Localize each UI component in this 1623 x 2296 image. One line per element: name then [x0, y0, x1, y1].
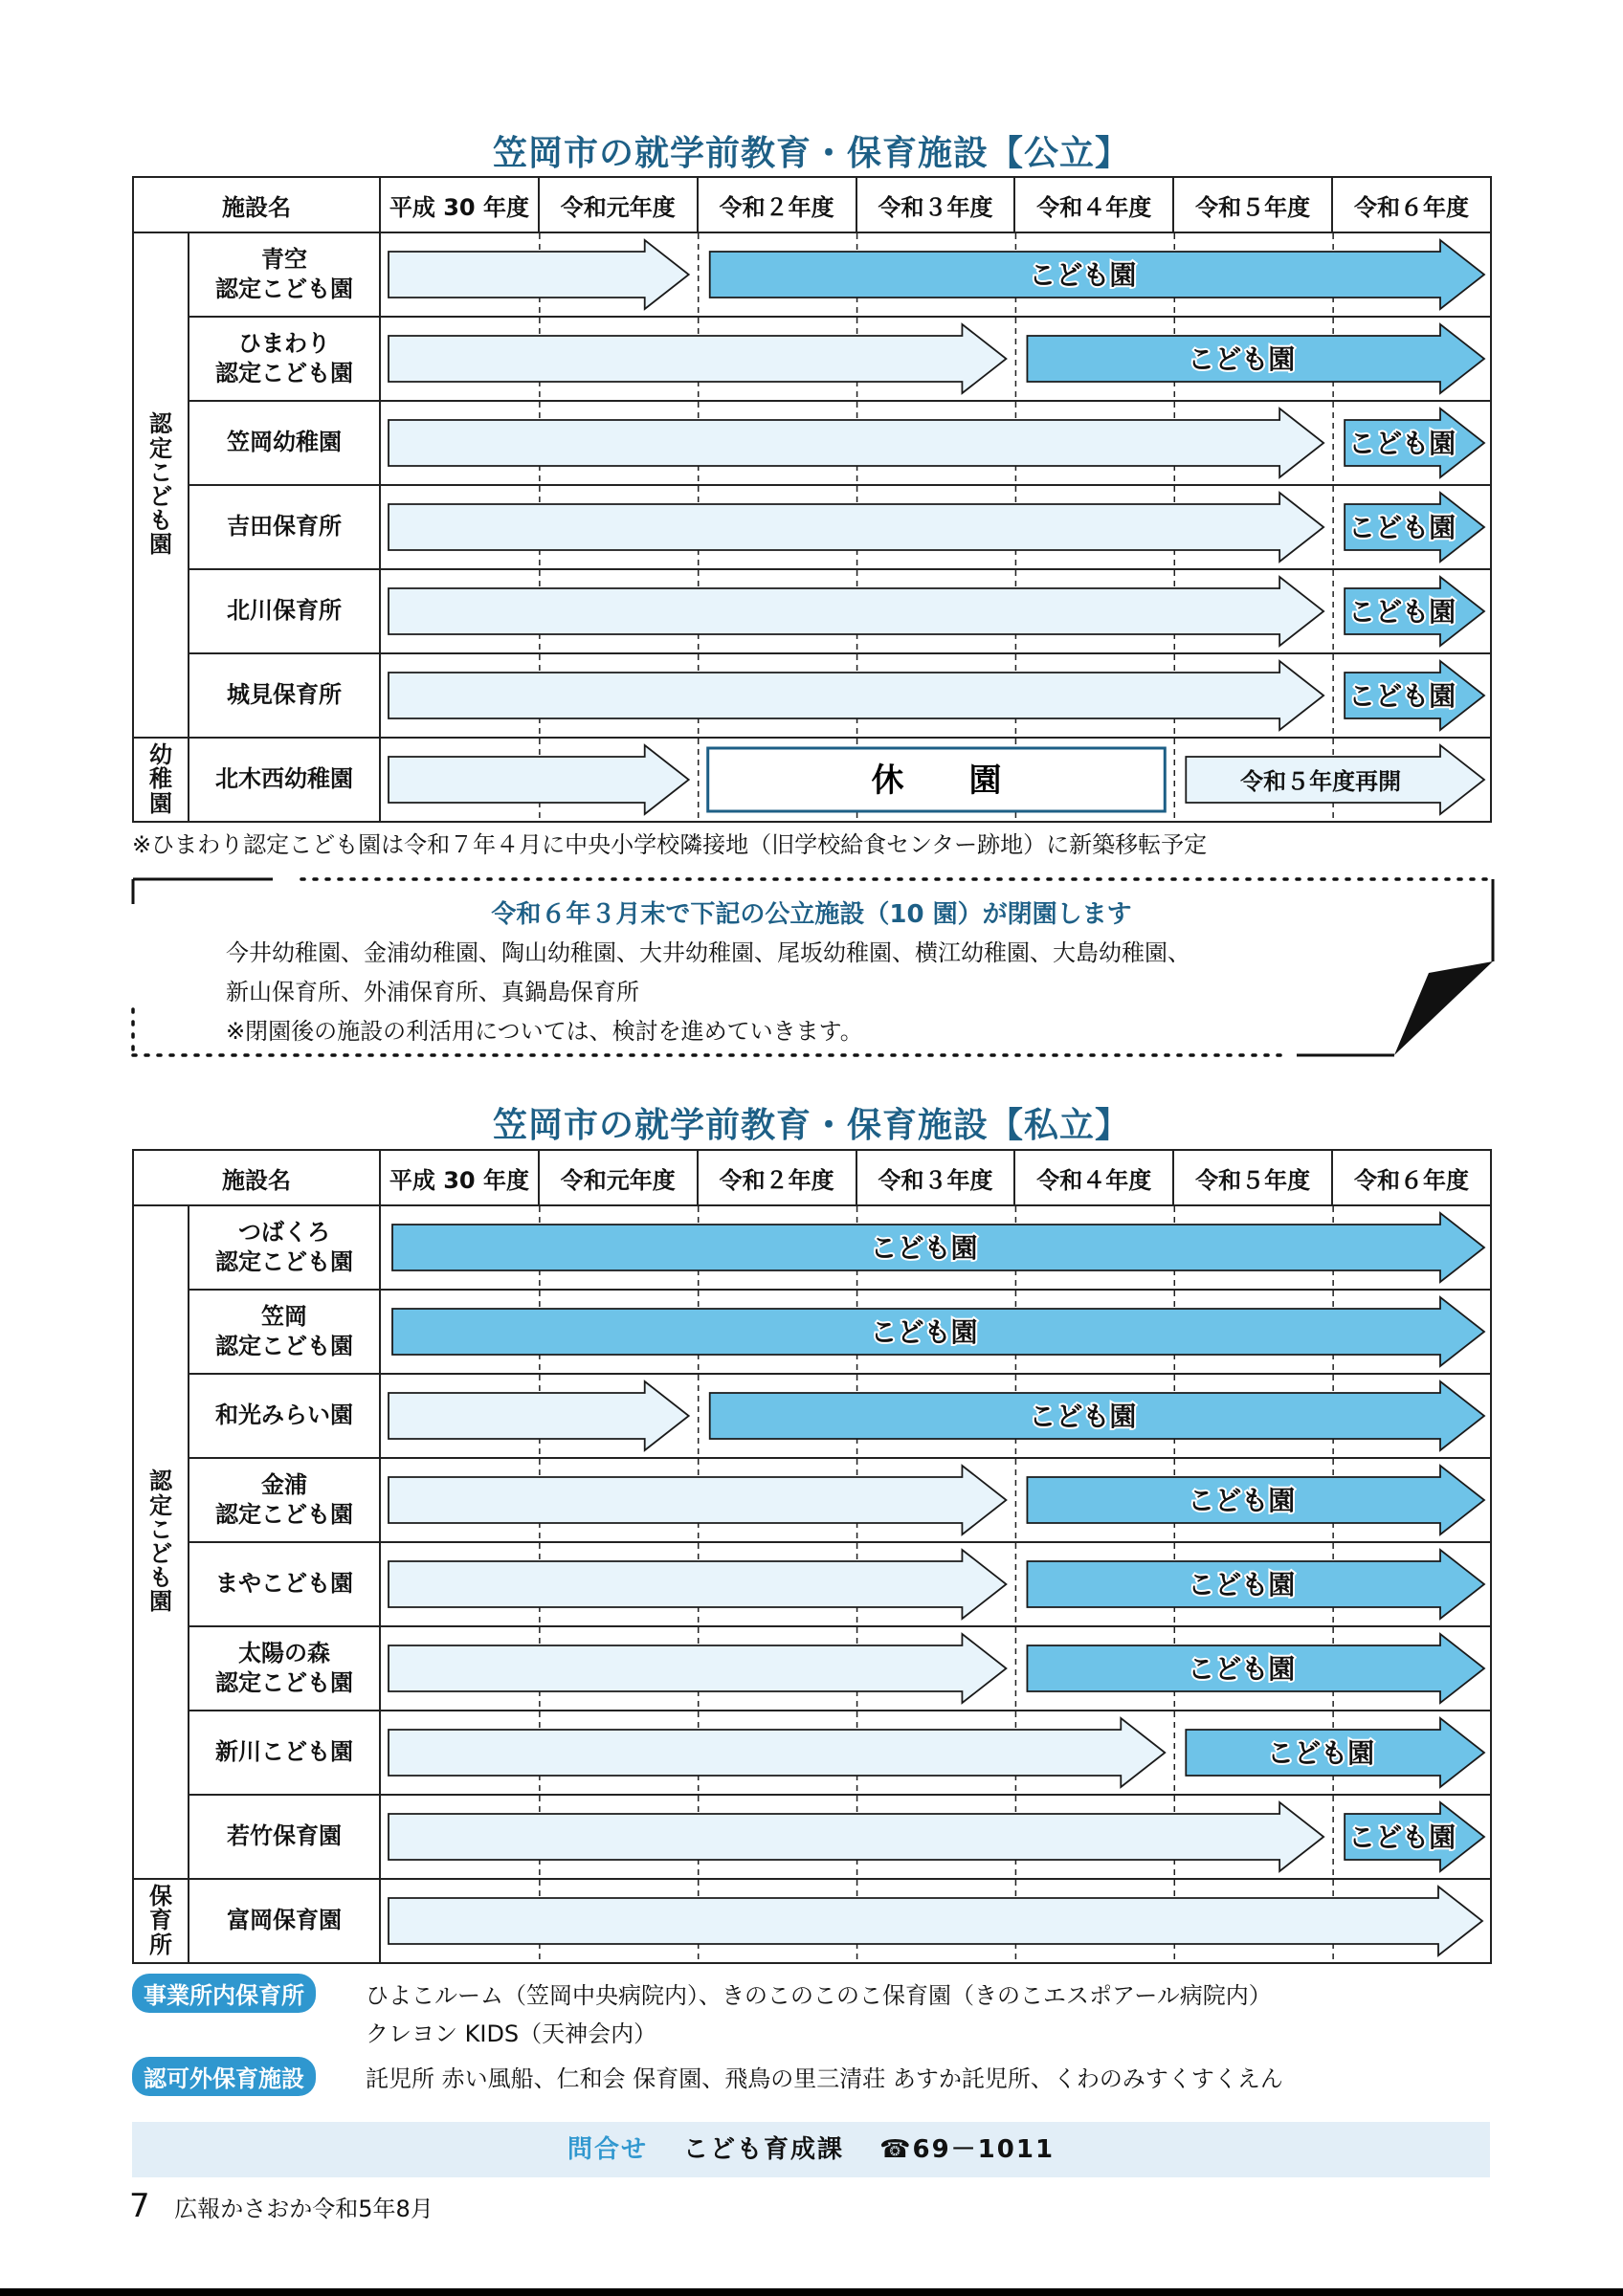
timeline-svg [381, 1459, 1490, 1541]
facility-name: 北木西幼稚園 [189, 738, 380, 822]
column-header-year: 令和５年度 [1173, 1150, 1332, 1205]
timeline-cell [380, 401, 1491, 485]
previous-status-arrow [389, 240, 689, 309]
column-header-year: 令和３年度 [856, 1150, 1015, 1205]
table-row [133, 317, 1491, 401]
timeline-svg [381, 1375, 1490, 1457]
timeline-cell [380, 1290, 1491, 1374]
status-label: こども園 [1348, 680, 1456, 712]
status-label: こども園 [1188, 1485, 1296, 1516]
column-header-year: 令和４年度 [1014, 177, 1173, 232]
inquiry-phone: ☎69－1011 [879, 2135, 1056, 2164]
timeline-cell [380, 232, 1491, 317]
timeline-svg [381, 1291, 1490, 1373]
timeline-svg [381, 654, 1490, 737]
facility-name: 太陽の森 認定こども園 [189, 1626, 380, 1711]
column-header-year: 令和６年度 [1332, 1150, 1491, 1205]
timeline-svg [381, 1711, 1490, 1794]
status-label: こども園 [870, 1316, 978, 1348]
unlicensed-line1: 託児所 赤い風船、仁和会 保育園、飛鳥の里三清荘 あすか託児所、くわのみすくすくえん [366, 2065, 1283, 2092]
column-header-year: 令和元年度 [539, 177, 698, 232]
facility-name: 吉田保育所 [189, 485, 380, 569]
previous-status-arrow [389, 324, 1006, 393]
column-header-facility: 施設名 [133, 1150, 380, 1205]
timeline-svg [381, 1543, 1490, 1625]
timeline-svg [381, 1206, 1490, 1289]
facility-name: ひまわり 認定こども園 [189, 317, 380, 401]
timeline-svg [381, 1627, 1490, 1710]
facility-name: 和光みらい園 [189, 1374, 380, 1458]
group-label [133, 1205, 189, 1879]
previous-status-arrow [389, 745, 689, 814]
group-label-text: 保育所 [149, 1883, 172, 1958]
group-label-text: 幼稚園 [149, 741, 172, 817]
column-header-year: 平成 30 年度 [380, 177, 539, 232]
page-bottom-rule [0, 2288, 1623, 2296]
timeline-svg [381, 318, 1490, 400]
column-header-year: 令和２年度 [698, 177, 856, 232]
timeline-svg [381, 1796, 1490, 1878]
column-header-year: 令和３年度 [856, 177, 1015, 232]
table-row [133, 1290, 1491, 1374]
timeline-cell [380, 1542, 1491, 1626]
timeline-cell [380, 485, 1491, 569]
table-row [133, 1879, 1491, 1963]
timeline-svg [381, 1880, 1490, 1962]
timeline-cell [380, 653, 1491, 738]
table-row [133, 1374, 1491, 1458]
page-number: 7 [129, 2187, 150, 2225]
status-label: こども園 [1029, 1401, 1137, 1432]
table-row [133, 1542, 1491, 1626]
timeline-cell [380, 1879, 1491, 1963]
facility-name: 北川保育所 [189, 569, 380, 653]
timeline-cell [380, 1711, 1491, 1795]
facility-name: 若竹保育園 [189, 1795, 380, 1879]
column-header-year: 令和６年度 [1332, 177, 1491, 232]
group-label [133, 232, 189, 738]
timeline-cell [380, 1374, 1491, 1458]
previous-status-arrow [389, 1718, 1165, 1787]
status-label: こども園 [1348, 512, 1456, 543]
table-row [133, 1711, 1491, 1795]
timeline-svg [381, 233, 1490, 316]
table-row [133, 485, 1491, 569]
previous-status-arrow [389, 1887, 1482, 1955]
previous-status-arrow [389, 408, 1323, 477]
timeline-cell [380, 1205, 1491, 1290]
table-row [133, 401, 1491, 485]
inquiry-dept: こども育成課 [683, 2135, 845, 2164]
status-label: こども園 [1348, 428, 1456, 459]
facility-name: 新川こども園 [189, 1711, 380, 1795]
previous-status-arrow [389, 1381, 689, 1450]
facility-name: 笠岡幼稚園 [189, 401, 380, 485]
timeline-svg [381, 402, 1490, 484]
private-title: 笠岡市の就学前教育・保育施設【私立】 [492, 1106, 1130, 1145]
group-label-text: 認定こども園 [149, 1468, 172, 1616]
table-row [133, 569, 1491, 653]
closure-line3: ※閉園後の施設の利活用については、検討を進めていきます。 [226, 1018, 863, 1045]
table-header-row [133, 177, 1491, 232]
previous-status-arrow [389, 1466, 1006, 1534]
status-label: こども園 [870, 1232, 978, 1264]
closure-line1: 今井幼稚園、金浦幼稚園、陶山幼稚園、大井幼稚園、尾坂幼稚園、横江幼稚園、大島幼稚園、 [226, 939, 1190, 966]
page-curl-icon [1394, 961, 1493, 1055]
status-label: こども園 [1029, 259, 1137, 291]
table-row [133, 738, 1491, 822]
previous-status-arrow [389, 661, 1323, 730]
table-header-row [133, 1150, 1491, 1205]
table-row [133, 1458, 1491, 1542]
footer-text: 広報かさおか令和5年8月 [174, 2196, 434, 2222]
public-title: 笠岡市の就学前教育・保育施設【公立】 [492, 134, 1130, 173]
footer [129, 2187, 434, 2225]
private-facility-table [132, 1149, 1492, 1964]
previous-status-arrow [389, 1802, 1323, 1871]
previous-status-arrow [389, 577, 1323, 646]
public-facility-table [132, 176, 1492, 823]
column-header-facility: 施設名 [133, 177, 380, 232]
previous-status-arrow [389, 1550, 1006, 1619]
facility-name: 笠岡 認定こども園 [189, 1290, 380, 1374]
previous-status-arrow [389, 1634, 1006, 1703]
facility-name: 城見保育所 [189, 653, 380, 738]
timeline-svg [381, 570, 1490, 652]
timeline-cell [380, 569, 1491, 653]
table-row [133, 232, 1491, 317]
closure-heading: 令和６年３月末で下記の公立施設（10 園）が閉園します [491, 900, 1132, 929]
status-label: こども園 [1188, 343, 1296, 375]
timeline-cell [380, 738, 1491, 822]
public-note: ※ひまわり認定こども園は令和７年４月に中央小学校隣接地（旧学校給食センター跡地）に新築移転予定 [132, 831, 1208, 858]
column-header-year: 令和元年度 [539, 1150, 698, 1205]
timeline-svg [381, 486, 1490, 568]
status-label: こども園 [1348, 596, 1456, 628]
timeline-cell [380, 1458, 1491, 1542]
status-label: こども園 [1188, 1569, 1296, 1601]
inquiry-bar [132, 2122, 1490, 2177]
workplace-badge: 事業所内保育所 [132, 1974, 316, 2013]
table-row [133, 1795, 1491, 1879]
timeline-cell [380, 1795, 1491, 1879]
facility-name: 金浦 認定こども園 [189, 1458, 380, 1542]
column-header-year: 平成 30 年度 [380, 1150, 539, 1205]
facility-name: 青空 認定こども園 [189, 232, 380, 317]
closed-label: 休 園 [871, 762, 1002, 800]
workplace-line1: ひよこルーム（笠岡中央病院内）、きのこのこのこ保育園（きのこエスポアール病院内） [366, 1982, 1272, 2009]
table-row [133, 1626, 1491, 1711]
group-label [133, 738, 189, 822]
status-label: こども園 [1267, 1737, 1375, 1769]
status-label: こども園 [1348, 1821, 1456, 1853]
timeline-cell [380, 317, 1491, 401]
unlicensed-badge: 認可外保育施設 [132, 2057, 316, 2096]
inquiry-label: 問合せ [567, 2135, 648, 2164]
table-row [133, 653, 1491, 738]
previous-status-arrow [389, 493, 1323, 562]
timeline-svg [381, 739, 1490, 821]
facility-name: つばくろ 認定こども園 [189, 1205, 380, 1290]
column-header-year: 令和４年度 [1014, 1150, 1173, 1205]
group-label [133, 1879, 189, 1963]
facility-name: 富岡保育園 [189, 1879, 380, 1963]
table-row [133, 1205, 1491, 1290]
workplace-line2: クレヨン KIDS（天神会内） [366, 2020, 657, 2047]
timeline-cell [380, 1626, 1491, 1711]
facility-name: まやこども園 [189, 1542, 380, 1626]
status-label: こども園 [1188, 1653, 1296, 1685]
closure-line2: 新山保育所、外浦保育所、真鍋島保育所 [226, 979, 639, 1005]
column-header-year: 令和５年度 [1173, 177, 1332, 232]
status-label: 令和５年度再開 [1240, 768, 1402, 795]
group-label-text: 認定こども園 [149, 410, 172, 559]
column-header-year: 令和２年度 [698, 1150, 856, 1205]
